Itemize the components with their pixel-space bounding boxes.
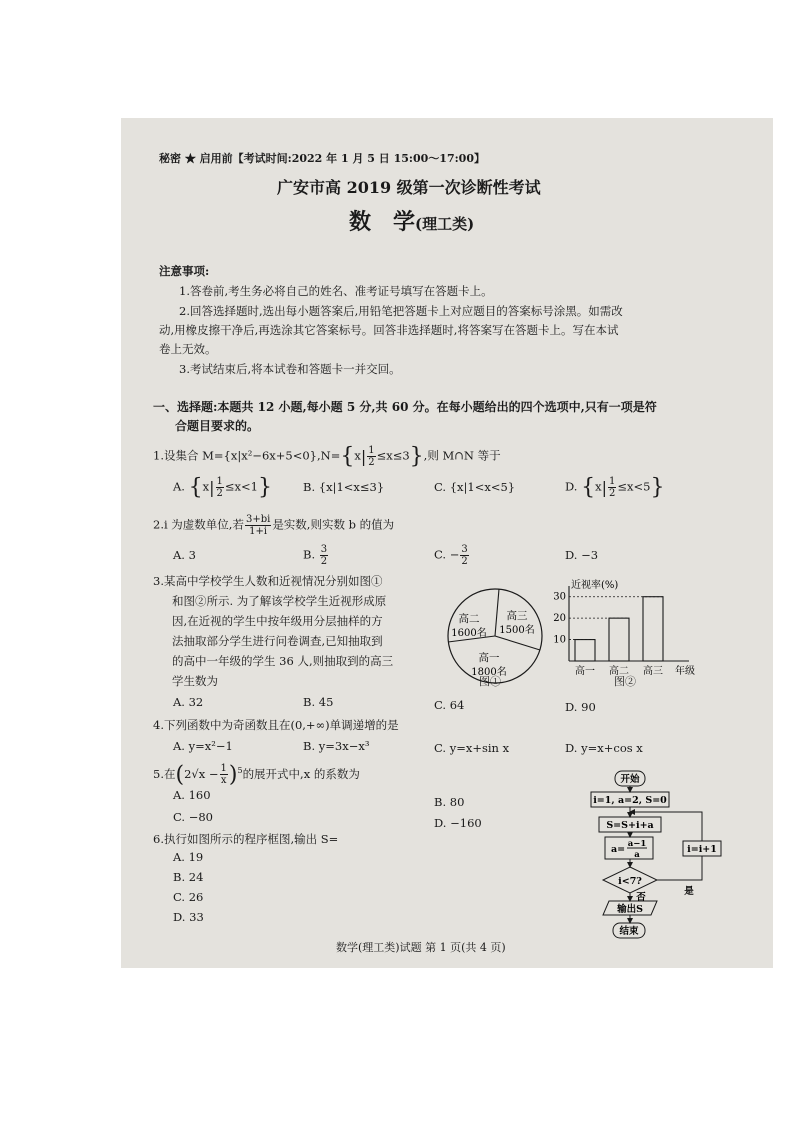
question-4-stem: 4.下列函数中为奇函数且在(0,+∞)单调递增的是: [153, 718, 399, 732]
subject-title: 数 学(理工类): [349, 209, 475, 235]
question-2-stem: 2.i 为虚数单位,若 $\frac{3+bi}{1+i}$ 是实数,则实数 b 的值为: [153, 514, 395, 537]
exam-paper-photo: [121, 118, 773, 968]
q3-option-a: A. 32: [173, 695, 204, 709]
question-1-stem: 1.设集合 M={x|x²−6x+5<0},N={x| $\frac{1}{2}$ ≤x≤3},则 M∩N 等于: [153, 444, 501, 469]
section-heading: 一、选择题:本题共 12 小题,每小题 5 分,共 60 分。在每小题给出的四个选项中,只有一项是符: [153, 400, 657, 414]
q3-option-b: B. 45: [303, 695, 334, 709]
flow-output: 输出S: [617, 904, 643, 915]
pie-count-g2: 1600名: [451, 628, 487, 639]
category-label-0: 高一: [575, 666, 595, 677]
q4-option-d: D. y=x+cos x: [565, 741, 643, 755]
figure-1-caption: 图①: [479, 675, 501, 688]
flow-yes-label: 是: [684, 886, 694, 897]
pie-count-g1: 1800名: [471, 667, 507, 678]
q6-option-c: C. 26: [173, 890, 204, 904]
note-2: 2.回答选择题时,选出每小题答案后,用铅笔把答题卡上对应题目的答案标号涂黑。如需改: [179, 304, 623, 318]
q3-line-6: 学生数为: [172, 674, 218, 688]
q6-option-b: B. 24: [173, 870, 204, 884]
y-tick-label-2: 30: [553, 591, 566, 603]
category-label-2: 高三: [643, 666, 663, 677]
y-tick-label-1: 20: [553, 613, 566, 625]
flow-update-a-num: a−1: [627, 839, 647, 849]
flow-no-label: 否: [636, 892, 646, 903]
confidential-line: 秘密 ★ 启用前【考试时间:2022 年 1 月 5 日 15:00～17:00】: [159, 152, 485, 165]
page-footer: 数学(理工类)试题 第 1 页(共 4 页): [336, 941, 506, 954]
pie-label-g1: 高一: [478, 652, 500, 664]
q1-option-b: B. {x|1<x≤3}: [303, 480, 385, 494]
q3-line-2: 和图②所示. 为了解该学校学生近视形成原: [172, 594, 387, 608]
flowchart-figure: [585, 770, 745, 946]
pie-label-g2: 高二: [458, 613, 480, 625]
section-heading-cont: 合题目要求的。: [175, 419, 260, 433]
flow-increment: i=i+1: [687, 844, 717, 855]
note-3: 3.考试结束后,将本试卷和答题卡一并交回。: [179, 362, 401, 376]
bar-1: [609, 618, 629, 661]
question-5-stem: 5.在(2√x − $\frac{1}{x}$ )$^5$的展开式中,x 的系数为: [153, 762, 360, 788]
q5-option-a: A. 160: [173, 788, 211, 802]
q5-option-d: D. −160: [434, 816, 482, 830]
q6-option-a: A. 19: [173, 850, 204, 864]
flow-update-a-den: a: [634, 850, 640, 860]
q2-option-a: A. 3: [173, 548, 196, 562]
flow-end: 结束: [619, 926, 639, 937]
question-6-stem: 6.执行如图所示的程序框图,输出 S=: [153, 832, 339, 846]
q1-option-d: D. {x| $\frac{1}{2}$ ≤x<5}: [565, 475, 665, 500]
q2-option-b: B. $\frac{3}{2}$: [303, 544, 328, 567]
note-2-cont: 动,用橡皮擦干净后,再选涂其它答案标号。回答非选择题时,将答案写在答题卡上。写在本试: [159, 323, 619, 337]
notes-heading: 注意事项:: [159, 264, 210, 278]
q3-option-c: C. 64: [434, 698, 465, 712]
flow-init: i=1, a=2, S=0: [593, 795, 667, 806]
flow-condition: i<7?: [618, 876, 642, 887]
flow-start: 开始: [620, 774, 640, 785]
note-2-end: 卷上无效。: [159, 342, 217, 356]
pie-count-g3: 1500名: [499, 625, 535, 636]
flow-update-s: S=S+i+a: [606, 820, 654, 831]
q6-option-d: D. 33: [173, 910, 204, 924]
x-axis-label: 年级: [675, 666, 695, 677]
q3-line-5: 的高中一年级的学生 36 人,则抽取到的高三: [172, 654, 394, 668]
figure-2-caption: 图②: [614, 675, 636, 688]
q1-option-c: C. {x|1<x<5}: [434, 480, 516, 494]
bar-0: [575, 640, 595, 661]
pie-label-g3: 高三: [506, 610, 528, 622]
category-label-1: 高二: [609, 666, 629, 677]
q3-line-1: 3.某高中学校学生人数和近视情况分别如图①: [153, 574, 383, 588]
q4-option-b: B. y=3x−x³: [303, 739, 370, 753]
flow-update-a-lhs: a=: [610, 844, 626, 855]
note-1: 1.答卷前,考生务必将自己的姓名、准考证号填写在答题卡上。: [179, 284, 493, 298]
y-axis-label: 近视率(%): [571, 580, 619, 591]
q3-line-3: 因,在近视的学生中按年级用分层抽样的方: [172, 614, 383, 628]
q2-option-c: C. − $\frac{3}{2}$: [434, 544, 468, 567]
q1-option-a: A. {x| $\frac{1}{2}$ ≤x<1}: [173, 475, 272, 500]
q5-option-c: C. −80: [173, 810, 213, 824]
q3-option-d: D. 90: [565, 700, 596, 714]
q4-option-a: A. y=x²−1: [173, 739, 233, 753]
q5-option-b: B. 80: [434, 795, 465, 809]
bar-chart-figure-2: [539, 578, 711, 686]
q3-line-4: 法抽取部分学生进行问卷调查,已知抽取到: [172, 634, 383, 648]
q4-option-c: C. y=x+sin x: [434, 741, 510, 755]
exam-title: 广安市高 2019 级第一次诊断性考试: [277, 178, 541, 197]
q2-option-d: D. −3: [565, 548, 599, 562]
bar-2: [643, 597, 663, 661]
y-tick-label-0: 10: [553, 634, 566, 646]
